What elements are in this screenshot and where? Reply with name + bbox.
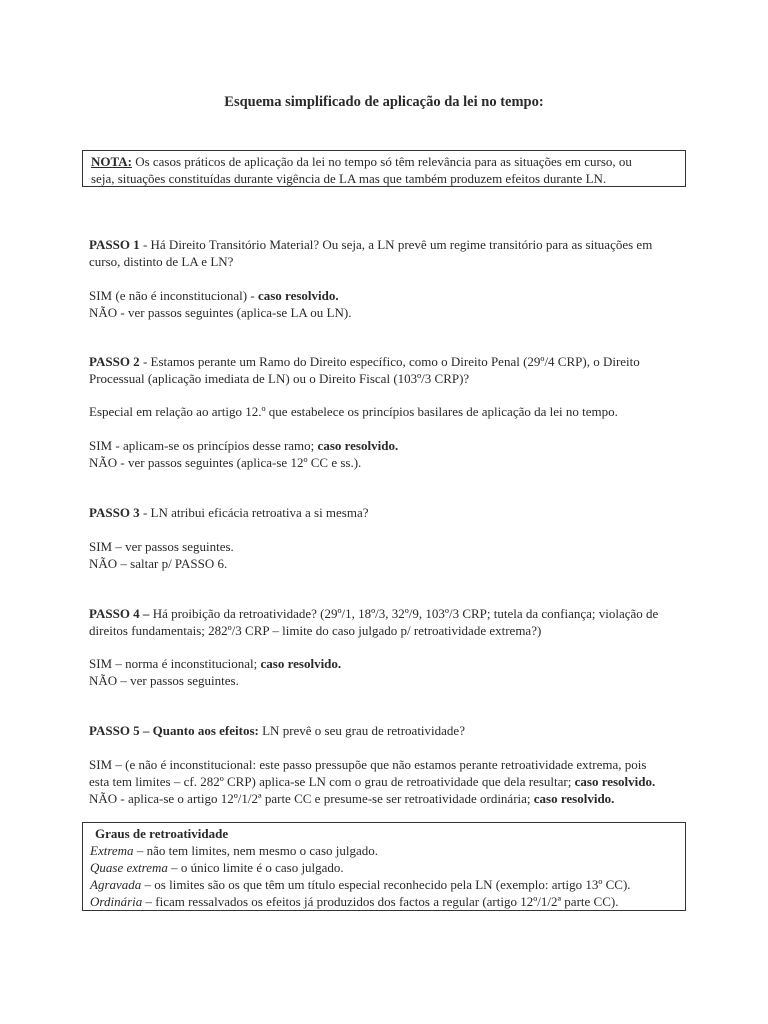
- passo3-line-1: [89, 504, 679, 521]
- passo1-sim: [89, 287, 679, 304]
- grade-term: Quase extrema: [90, 860, 168, 875]
- passo3-question: [89, 504, 679, 521]
- passo2-sim: [89, 437, 679, 454]
- note-box: [82, 150, 686, 187]
- passo3-nao: NÃO – saltar p/ PASSO 6.: [89, 556, 228, 571]
- passo4-line-2: direitos fundamentais; 282º/3 CRP – limite do caso julgado p/ retroatividade extrema?): [89, 623, 542, 638]
- passo4-answers: [89, 655, 679, 689]
- note-label: NOTA:: [91, 154, 132, 169]
- note-line-2: seja, situações constituídas durante vigência de LA mas que também produzem efeitos durante LN.: [91, 171, 607, 186]
- passo1-text-1: - Há Direito Transitório Material? Ou seja, a LN prevê um regime transitório para as situações em: [139, 237, 653, 252]
- passo2-answers: [89, 437, 679, 471]
- passo3-text-1: - LN atribui eficácia retroativa a si mesma?: [139, 505, 369, 520]
- grade-desc: – os limites são os que têm um título especial reconhecido pela LN (exemplo: artigo 13º CC).: [141, 877, 631, 892]
- passo4-sim-text: SIM – norma é inconstitucional;: [89, 656, 261, 671]
- grade-desc: – o único limite é o caso julgado.: [167, 860, 344, 875]
- note-text-1: Os casos práticos de aplicação da lei no tempo só têm relevância para as situações em curso, ou: [131, 154, 632, 169]
- passo1-answers: [89, 287, 679, 321]
- grade-desc: – não tem limites, nem mesmo o caso julgado.: [133, 843, 378, 858]
- passo2-text-1: - Estamos perante um Ramo do Direito específico, como o Direito Penal (29º/4 CRP), o Direito: [139, 354, 640, 369]
- passo5-nao-text: NÃO - aplica-se o artigo 12º/1/2ª parte CC e presume-se ser retroatividade ordinária;: [89, 791, 534, 806]
- grade-item: [90, 842, 678, 859]
- passo2-sim-text: SIM - aplicam-se os princípios desse ramo;: [89, 438, 318, 453]
- passo1-line-1: [89, 236, 679, 253]
- passo5-sim-text: esta tem limites – cf. 282º CRP) aplica-se LN com o grau de retroatividade que dela resultar;: [89, 774, 575, 789]
- grade-term: Agravada: [90, 877, 142, 892]
- passo2-question: [89, 353, 679, 387]
- passo3-answers: [89, 538, 679, 572]
- passo5-sim-bold: caso resolvido.: [574, 774, 656, 789]
- passo5-question: [89, 722, 679, 739]
- passo5-label: PASSO 5 – Quanto aos efeitos:: [89, 723, 259, 738]
- grades-box: [82, 822, 686, 911]
- passo5-answers: [89, 756, 679, 807]
- grade-desc: – ficam ressalvados os efeitos já produzidos dos factos a regular (artigo 12º/1/2ª parte CC).: [142, 894, 619, 909]
- passo3-label: PASSO 3: [89, 505, 140, 520]
- grades-title: Graus de retroatividade: [95, 826, 229, 841]
- passo2-sim-bold: caso resolvido.: [317, 438, 399, 453]
- page-title: Esquema simplificado de aplicação da lei no tempo:: [224, 94, 544, 110]
- passo5-line-1: [89, 722, 679, 739]
- passo1-label: PASSO 1: [89, 237, 140, 252]
- passo2-line-1: [89, 353, 679, 370]
- passo2-especial: Especial em relação ao artigo 12.º que estabelece os princípios basilares de aplicação da lei no tempo.: [89, 404, 618, 419]
- passo5-text-1: LN prevê o seu grau de retroatividade?: [258, 723, 465, 738]
- passo5-sim-line-1: SIM – (e não é inconstitucional: este passo pressupõe que não estamos perante retroatividade extrema, pois: [89, 757, 647, 772]
- passo1-line-2: curso, distinto de LA e LN?: [89, 254, 234, 269]
- passo4-question: [89, 605, 679, 639]
- passo4-text-1: Há proibição da retroatividade? (29º/1, 18º/3, 32º/9, 103º/3 CRP; tutela da confiança; violação de: [149, 606, 659, 621]
- passo1-sim-bold: caso resolvido.: [257, 288, 339, 303]
- grade-item: [90, 893, 678, 910]
- grade-item: [90, 876, 678, 893]
- passo2-nao: NÃO - ver passos seguintes (aplica-se 12º CC e ss.).: [89, 455, 362, 470]
- grade-term: Extrema: [90, 843, 134, 858]
- passo1-nao: NÃO - ver passos seguintes (aplica-se LA ou LN).: [89, 305, 352, 320]
- passo5-nao-bold: caso resolvido.: [533, 791, 615, 806]
- passo1-question: [89, 236, 679, 270]
- passo4-sim-bold: caso resolvido.: [260, 656, 342, 671]
- passo2-line-2: Processual (aplicação imediata de LN) ou o Direito Fiscal (103º/3 CRP)?: [89, 371, 470, 386]
- passo4-line-1: [89, 605, 679, 622]
- note-line-1: [91, 153, 677, 170]
- passo5-nao: [89, 790, 679, 807]
- passo4-sim: [89, 655, 679, 672]
- passo5-sim-line-2: [89, 773, 679, 790]
- passo4-nao: NÃO – ver passos seguintes.: [89, 673, 239, 688]
- passo4-label: PASSO 4 –: [89, 606, 150, 621]
- passo2-label: PASSO 2: [89, 354, 140, 369]
- grade-item: [90, 859, 678, 876]
- passo3-sim: SIM – ver passos seguintes.: [89, 539, 234, 554]
- grade-term: Ordinária: [90, 894, 143, 909]
- passo1-sim-text: SIM (e não é inconstitucional) -: [89, 288, 258, 303]
